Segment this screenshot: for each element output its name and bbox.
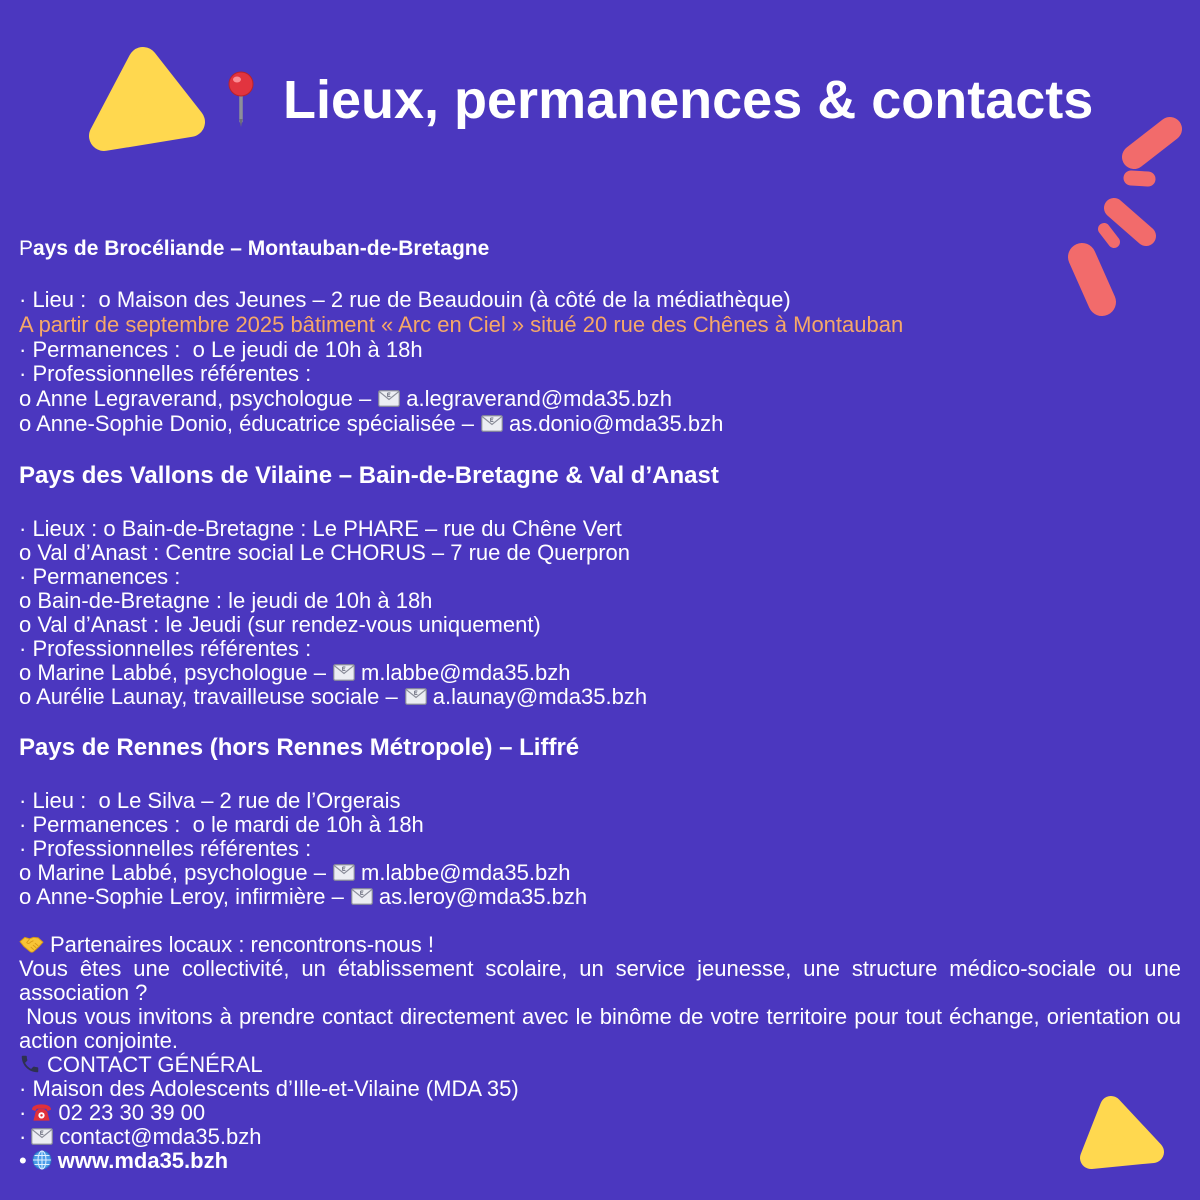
opening-hours-line: · Permanences : o Le jeudi de 10h à 18h	[19, 336, 423, 362]
contact-email: m.labbe@mda35.bzh	[361, 660, 571, 685]
telephone-icon	[31, 1103, 52, 1122]
contact-email: m.labbe@mda35.bzh	[361, 860, 571, 885]
email-line	[19, 1125, 1181, 1149]
contact-person: o Marine Labbé, psychologue –	[19, 860, 326, 885]
bullet: •	[19, 1148, 27, 1173]
globe-icon	[32, 1150, 52, 1170]
location-line: o Val d’Anast : Centre social Le CHORUS – 7 rue de Querpron	[19, 540, 631, 565]
website-line	[19, 1149, 1181, 1173]
partners-paragraph: Vous êtes une collectivité, un établissement scolaire, un service jeunesse, une structure médico-sociale ou une association ?	[19, 956, 1188, 1005]
section-heading: Pays de Brocéliande – Montauban-de-Bretagne	[19, 237, 490, 260]
location-line: · Lieu : o Le Silva – 2 rue de l’Orgerais	[19, 788, 401, 813]
contact-line	[19, 412, 1181, 437]
opening-hours-line: o Bain-de-Bretagne : le jeudi de 10h à 18h	[19, 588, 433, 613]
contact-person: o Anne-Sophie Donio, éducatrice spécialisée –	[19, 410, 474, 436]
contact-person: o Anne-Sophie Leroy, infirmière –	[19, 884, 344, 909]
section-heading-wrapper	[19, 237, 1181, 261]
round-pushpin-icon	[225, 70, 257, 128]
email-icon	[333, 664, 355, 681]
bullet: ·	[19, 1124, 27, 1149]
section-heading-wrapper	[19, 463, 1181, 489]
contact-person: o Marine Labbé, psychologue –	[19, 660, 326, 685]
contact-general-line	[19, 1053, 1181, 1077]
section-heading-wrapper	[19, 735, 1181, 761]
bullet: ·	[19, 1100, 27, 1125]
page-title: Lieux, permanences & contacts	[283, 70, 1094, 130]
coral-stroke-3	[1114, 208, 1146, 236]
email-icon	[481, 415, 503, 432]
yellow-triangle-top-left	[104, 62, 190, 136]
handshake-icon	[19, 935, 44, 954]
contact-person: o Anne Legraverand, psychologue –	[19, 386, 372, 412]
referents-label: · Professionnelles référentes :	[19, 636, 312, 661]
contact-email: as.leroy@mda35.bzh	[378, 884, 588, 909]
partners-paragraph: Nous vous invitons à prendre contact directement avec le binôme de votre territoire pour tout échange, orientation ou action conjointe.	[19, 1004, 1188, 1053]
email-icon	[351, 888, 373, 905]
opening-hours-label: · Permanences :	[19, 564, 181, 589]
contact-email: as.donio@mda35.bzh	[508, 410, 724, 436]
contact-email: a.launay@mda35.bzh	[432, 684, 648, 709]
contact-general-label: CONTACT GÉNÉRAL	[47, 1052, 263, 1077]
email-icon	[378, 390, 400, 407]
location-line: · Lieux : o Bain-de-Bretagne : Le PHARE – rue du Chêne Vert	[19, 516, 622, 541]
contact-email: a.legraverand@mda35.bzh	[406, 386, 672, 412]
telephone-receiver-icon	[19, 1053, 41, 1075]
opening-hours-line: o Val d’Anast : le Jeudi (sur rendez-vous uniquement)	[19, 612, 541, 637]
contact-line	[19, 861, 1181, 885]
relocation-notice: A partir de septembre 2025 bâtiment « Arc en Ciel » situé 20 rue des Chênes à Montauban	[19, 311, 904, 337]
contact-line	[19, 685, 1181, 709]
location-line: · Lieu : o Maison des Jeunes – 2 rue de Beaudouin (à côté de la médiathèque)	[19, 287, 791, 312]
section-heading: Pays de Rennes (hors Rennes Métropole) – Liffré	[19, 734, 580, 761]
partners-title-line	[19, 933, 1181, 957]
general-email: contact@mda35.bzh	[59, 1124, 262, 1149]
email-icon	[333, 864, 355, 881]
section-details	[19, 789, 1181, 909]
partners-title: Partenaires locaux : rencontrons-nous !	[50, 932, 434, 957]
partners-and-contact	[19, 932, 1188, 1173]
opening-hours-line: · Permanences : o le mardi de 10h à 18h	[19, 812, 424, 837]
phone-number: 02 23 30 39 00	[58, 1100, 206, 1125]
phone-line	[19, 1101, 1181, 1125]
email-icon	[405, 688, 427, 705]
contact-person: o Aurélie Launay, travailleuse sociale –	[19, 684, 398, 709]
section-heading: Pays des Vallons de Vilaine – Bain-de-Bretagne & Val d’Anast	[19, 462, 719, 489]
section-details	[19, 517, 1181, 709]
contact-line	[19, 661, 1181, 685]
referents-label: · Professionnelles référentes :	[19, 361, 312, 387]
referents-label: · Professionnelles référentes :	[19, 836, 312, 861]
coral-stroke-1	[1134, 129, 1170, 157]
contact-line	[19, 387, 1181, 412]
section-details	[19, 288, 1181, 437]
website-url: www.mda35.bzh	[57, 1148, 229, 1173]
email-icon	[31, 1128, 53, 1145]
contact-line	[19, 885, 1181, 909]
coral-stroke-2	[1131, 178, 1148, 179]
organisation-line: · Maison des Adolescents d’Ille-et-Vilaine (MDA 35)	[19, 1076, 519, 1101]
